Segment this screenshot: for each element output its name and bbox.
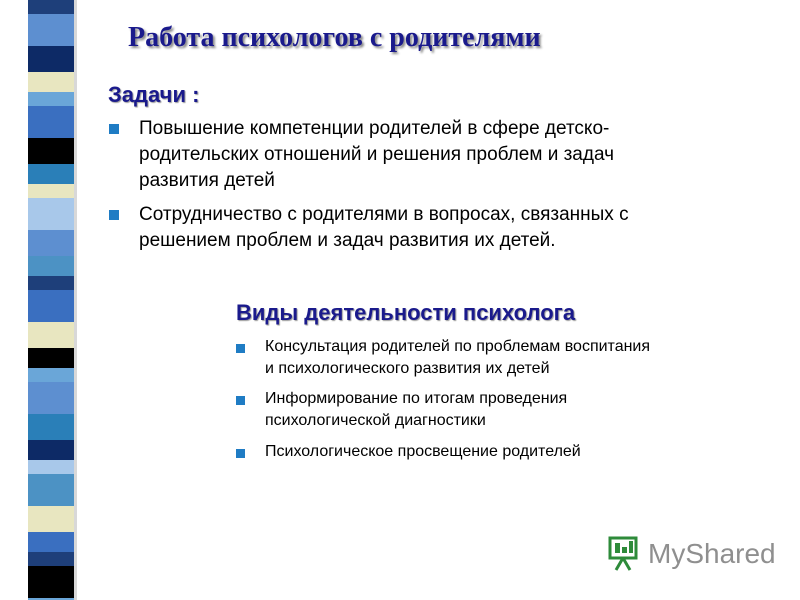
- stripe-band: [28, 440, 74, 460]
- bullet-icon: [109, 210, 119, 220]
- stripe-band: [28, 256, 74, 276]
- stripe-band: [28, 276, 74, 290]
- stripe-band: [28, 290, 74, 322]
- task-item-1-line-1: Повышение компетенции родителей в сфере детско-: [139, 118, 610, 139]
- activity-item-2-line-2: психологической диагностики: [265, 412, 486, 429]
- presentation-board-icon: [606, 534, 646, 574]
- stripe-band: [28, 164, 74, 184]
- stripe-band: [28, 382, 74, 414]
- watermark-text: MyShared: [648, 538, 776, 569]
- stripe-band: [28, 230, 74, 256]
- stripe-band: [28, 138, 74, 164]
- stripe-band: [28, 0, 74, 14]
- stripe-band: [28, 184, 74, 198]
- task-item-2: [139, 202, 739, 254]
- activity-item-3-line-1: Психологическое просвещение родителей: [265, 443, 581, 460]
- bullet-icon: [109, 124, 119, 134]
- stripe-band: [28, 414, 74, 440]
- stripe-band: [28, 552, 74, 566]
- stripe-band: [28, 532, 74, 552]
- activity-item-3: [265, 441, 775, 463]
- task-item-1-line-2: родительских отношений и решения проблем и задач: [139, 144, 615, 165]
- activity-item-1-line-2: и психологического развития их детей: [265, 360, 550, 377]
- bullet-icon: [236, 449, 245, 458]
- activity-item-2: [265, 388, 775, 432]
- task-item-2-line-2: решением проблем и задач развития их детей.: [139, 230, 556, 251]
- stripe-band: [28, 368, 74, 382]
- stripe-band: [28, 322, 74, 348]
- decorative-stripe-bar: [0, 0, 90, 600]
- activity-item-2-line-1: Информирование по итогам проведения: [265, 390, 568, 407]
- activity-item-1: [265, 336, 775, 380]
- tasks-heading: Задачи :: [108, 82, 200, 107]
- stripe-band: [28, 474, 74, 506]
- slide-title: Работа психологов с родителями: [128, 22, 541, 53]
- stripe-band: [28, 506, 74, 532]
- stripe-band: [28, 14, 74, 46]
- task-item-1-line-3: развития детей: [139, 170, 275, 191]
- stripe-bar-edge: [74, 0, 77, 600]
- myshared-watermark[interactable]: [606, 534, 776, 574]
- activity-item-1-line-1: Консультация родителей по проблемам воспитания: [265, 338, 651, 355]
- stripe-band: [28, 46, 74, 72]
- task-item-2-line-1: Сотрудничество с родителями в вопросах, связанных с: [139, 204, 629, 225]
- stripe-band: [28, 92, 74, 106]
- stripe-band: [28, 106, 74, 138]
- stripe-band: [28, 72, 74, 92]
- task-item-1: [139, 116, 739, 194]
- stripe-band: [28, 348, 74, 368]
- bullet-icon: [236, 396, 245, 405]
- stripe-band: [28, 198, 74, 230]
- stripe-band: [28, 460, 74, 474]
- bullet-icon: [236, 344, 245, 353]
- stripe-band: [28, 566, 74, 598]
- activities-heading: Виды деятельности психолога: [236, 300, 576, 325]
